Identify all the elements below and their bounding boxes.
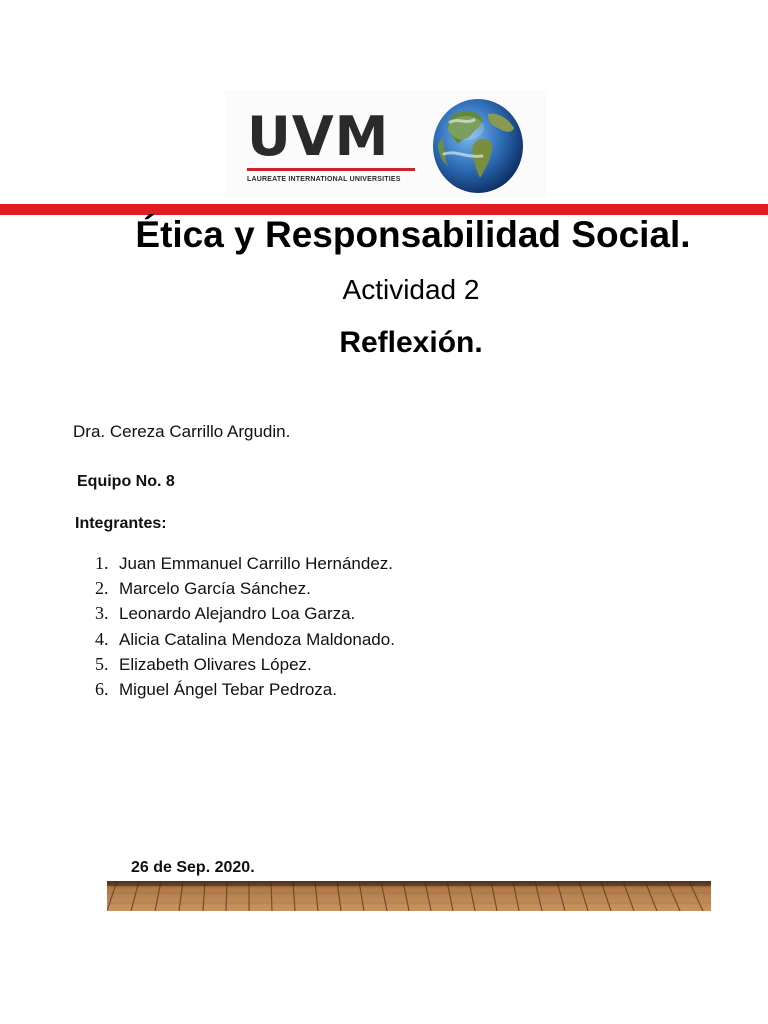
list-number: 5.: [95, 653, 109, 674]
document-date: 26 de Sep. 2020.: [131, 859, 255, 876]
member-name: Elizabeth Olivares López.: [119, 654, 312, 674]
list-item: [95, 551, 395, 576]
list-number: 1.: [95, 553, 109, 573]
member-name: Leonardo Alejandro Loa Garza.: [119, 604, 356, 624]
uvm-logo: [225, 90, 547, 198]
list-item: [95, 652, 395, 677]
member-name: Juan Emmanuel Carrillo Hernández.: [119, 554, 394, 573]
members-heading: Integrantes:: [75, 515, 167, 532]
wood-floor-banner: [107, 881, 711, 911]
member-name: Alicia Catalina Mendoza Maldonado.: [119, 629, 395, 649]
activity-label: Actividad 2: [342, 274, 480, 305]
member-name: Miguel Ángel Tebar Pedroza.: [119, 679, 337, 699]
teacher-name: Dra. Cereza Carrillo Argudin.: [73, 422, 291, 441]
list-item: [95, 627, 395, 652]
list-item: [95, 601, 395, 626]
logo-brand-text: UVM: [247, 105, 390, 168]
logo-tagline: LAUREATE INTERNATIONAL UNIVERSITIES: [247, 176, 401, 183]
members-list: [95, 551, 395, 702]
list-number: 4.: [95, 628, 109, 649]
list-item: [95, 576, 395, 601]
document-title: Ética y Responsabilidad Social.: [135, 214, 691, 255]
list-number: 3.: [95, 603, 109, 624]
globe-icon: [432, 98, 524, 194]
document-subtitle: Reflexión.: [339, 326, 483, 359]
logo-red-rule: [247, 168, 415, 171]
team-number: Equipo No. 8: [77, 473, 175, 490]
list-number: 6.: [95, 678, 109, 699]
member-name: Marcelo García Sánchez.: [119, 579, 311, 599]
list-item: [95, 677, 395, 702]
list-number: 2.: [95, 578, 109, 599]
